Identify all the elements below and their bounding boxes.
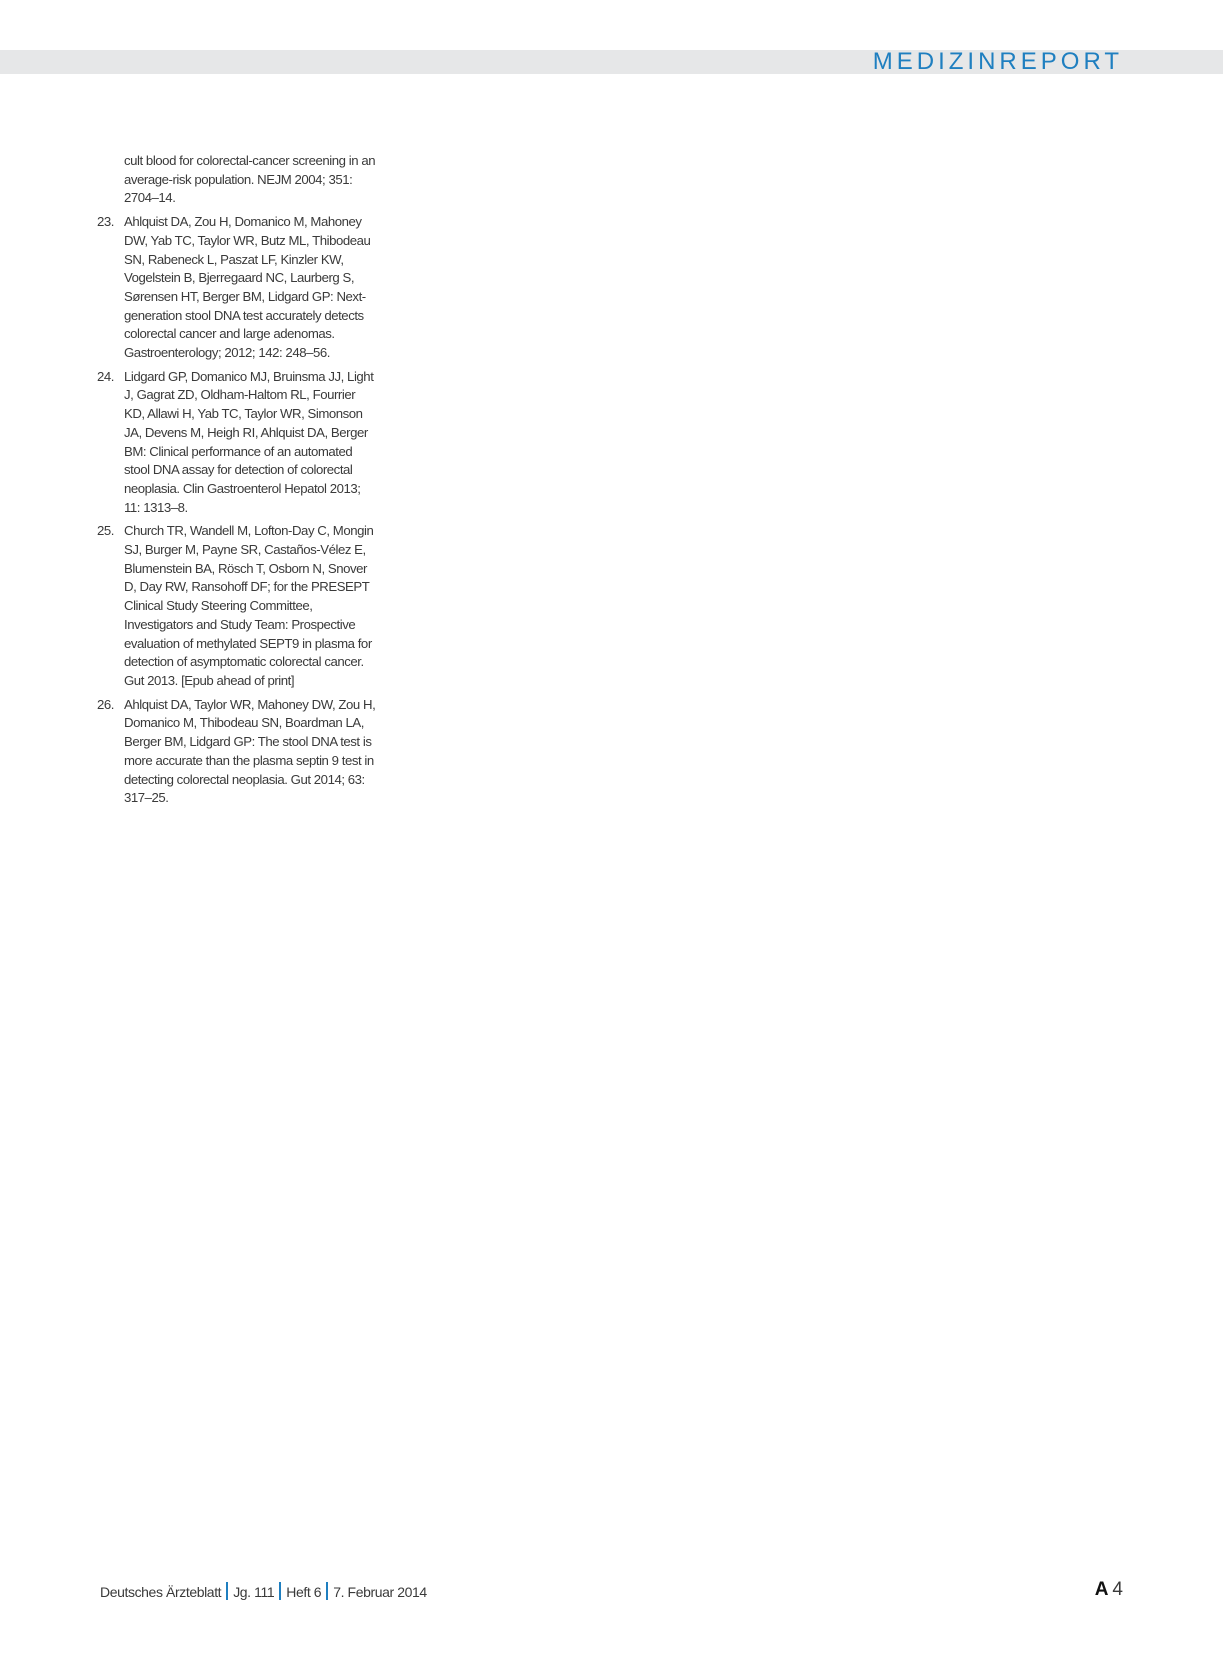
footer-issue: Heft 6 bbox=[286, 1584, 322, 1600]
footer-date: 7. Februar 2014 bbox=[333, 1584, 427, 1600]
footer-separator bbox=[226, 1582, 228, 1600]
reference-number: 25. bbox=[97, 523, 114, 539]
footer-volume: Jg. 111 bbox=[233, 1584, 275, 1600]
reference-item bbox=[97, 368, 377, 518]
footer-separator bbox=[279, 1582, 281, 1600]
page-number-prefix: A bbox=[1094, 1579, 1109, 1600]
reference-number: 26. bbox=[97, 696, 114, 712]
reference-text: Ahlquist DA, Taylor WR, Mahoney DW, Zou H, Domanico M, Thibodeau SN, Boardman LA, Berger BM, Lidgard GP: The stool DNA test is more accurate than the plasma septin 9 test in detecting colorectal neoplasia. Gut 2014; 63: 317–25. bbox=[124, 696, 376, 806]
reference-list bbox=[97, 152, 377, 813]
reference-item bbox=[97, 696, 377, 808]
section-title: MEDIZINREPORT bbox=[872, 48, 1123, 75]
reference-text: Ahlquist DA, Zou H, Domanico M, Mahoney DW, Yab TC, Taylor WR, Butz ML, Thibodeau SN, Rabeneck L, Paszat LF, Kinzler KW, Vogelstein B, Bjerregaard NC, Laurberg S, Sørensen HT, Berger BM, Lidgard GP: Next-generation stool DNA test accurately detects colorectal cancer and large adenomas. Gastroenterology; 2012; 142: 248–56. bbox=[124, 214, 371, 361]
reference-continued bbox=[97, 152, 377, 208]
reference-number: 23. bbox=[97, 214, 114, 230]
footer-separator bbox=[326, 1582, 328, 1600]
reference-text: cult blood for colorectal-cancer screening in an average-risk population. NEJM 2004; 351: 2704–14. bbox=[124, 153, 376, 206]
reference-number: 24. bbox=[97, 368, 114, 384]
reference-item bbox=[97, 522, 377, 690]
page-number-value: 4 bbox=[1112, 1579, 1123, 1600]
reference-item bbox=[97, 213, 377, 363]
footer-journal: Deutsches Ärzteblatt bbox=[100, 1584, 222, 1600]
reference-text: Church TR, Wandell M, Lofton-Day C, Mongin SJ, Burger M, Payne SR, Castaños-Vélez E, Blumenstein BA, Rösch T, Osborn N, Snover D, Day RW, Ransohoff DF; for the PRESEPT Clinical Study Steering Committee, Investigators and Study Team: Prospective evaluation of methylated SEPT9 in plasma for detection of asymptomatic colorectal cancer. Gut 2013. [Epub ahead of print] bbox=[124, 523, 374, 688]
reference-text: Lidgard GP, Domanico MJ, Bruinsma JJ, Light J, Gagrat ZD, Oldham-Haltom RL, Fourrier KD, Allawi H, Yab TC, Taylor WR, Simonson JA, Devens M, Heigh RI, Ahlquist DA, Berger BM: Clinical performance of an automated stool DNA assay for detection of colorectal neoplasia. Clin Gastroenterol Hepatol 2013; 11: 1313–8. bbox=[124, 368, 374, 515]
page-footer bbox=[100, 1583, 427, 1602]
page-number bbox=[1095, 1579, 1123, 1601]
